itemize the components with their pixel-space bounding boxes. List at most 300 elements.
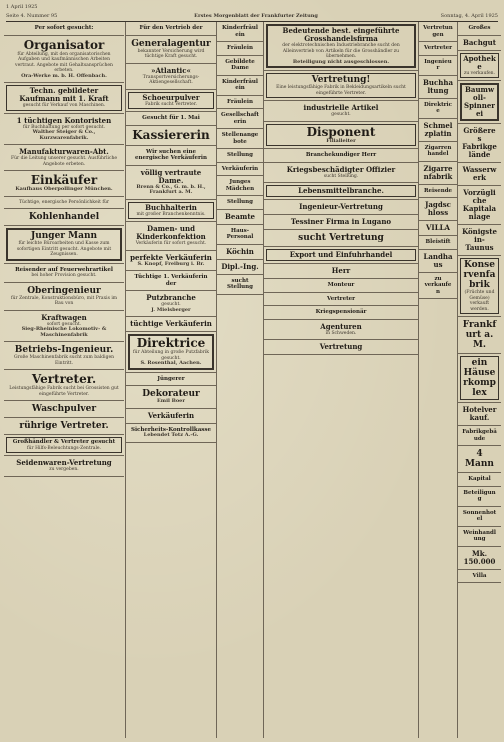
- advertisement: [128, 168, 214, 197]
- ad-headline: Kohlenhandel: [28, 212, 100, 222]
- advertisement: [460, 53, 499, 79]
- ad-body: in Schweden.: [325, 330, 357, 336]
- ad-headline: Beteiligung: [463, 489, 496, 502]
- ad-divider: [264, 319, 418, 320]
- ad-body: zu vergeben.: [49, 467, 79, 472]
- ad-headline: Zigarrenfabrik: [423, 163, 453, 181]
- ad-headline: Reisende: [423, 187, 453, 194]
- advertisement: [6, 85, 122, 111]
- ad-divider: [4, 35, 124, 36]
- advertisement: [460, 24, 499, 33]
- ad-divider: [264, 354, 418, 355]
- ad-headline: Vertretung!: [311, 75, 371, 85]
- advertisement: [6, 266, 122, 280]
- advertisement: [460, 405, 499, 423]
- advertisement: [6, 437, 122, 453]
- ad-headline: Großhändler & Vertreter gesucht: [12, 439, 116, 445]
- ad-divider: [217, 162, 263, 163]
- ad-divider: [126, 408, 216, 409]
- ad-headline: Sonnenhotel: [462, 509, 497, 522]
- ad-headline: Reisender auf Feuerwehrartikel: [15, 266, 113, 273]
- newspaper-title: Erstes Morgenblatt der Frankfurter Zeitung: [194, 13, 318, 19]
- ad-headline: Beamte: [225, 211, 255, 221]
- advertisement: [460, 126, 499, 160]
- ad-headline: VILLA: [426, 223, 450, 232]
- ad-body: der elektrotechnischen Industriebranche sucht den Alleinvertrieb von Artikeln für die Grosshändler zu übernehmen.: [282, 43, 400, 59]
- ad-divider: [126, 35, 216, 36]
- ad-headline: Frankfurt a. M.: [462, 320, 497, 350]
- ad-divider: [126, 145, 216, 146]
- ad-divider: [217, 41, 263, 42]
- advertisement: [6, 199, 122, 207]
- ad-headline: Bleistift: [425, 239, 451, 245]
- ad-headline: Kinderfräulein: [221, 25, 259, 38]
- ad-divider: [458, 582, 501, 583]
- advertisement: [219, 178, 261, 193]
- ad-divider: [458, 353, 501, 354]
- advertisement: [128, 224, 214, 248]
- advertisement: [6, 38, 122, 81]
- ad-headline: Junger Mann: [30, 231, 98, 241]
- ad-headline: Großes: [468, 25, 491, 31]
- ad-headline: Für den Vertrieb der: [139, 25, 203, 31]
- ad-divider: [419, 41, 457, 42]
- ad-divider: [458, 255, 501, 256]
- advertisement: [219, 98, 261, 107]
- ad-headline: Haus-Personal: [226, 227, 254, 240]
- ad-headline: tüchtige Verkäuferin: [130, 319, 212, 328]
- advertisement: [128, 293, 214, 314]
- advertisement: [219, 131, 261, 146]
- ad-headline: Köchin: [226, 246, 254, 256]
- ad-divider: [419, 298, 457, 299]
- ad-divider: [126, 250, 216, 251]
- ad-signature: Emil Boer: [156, 398, 186, 404]
- ad-divider: [126, 316, 216, 317]
- ad-body: für Abteilung in große Putzfabrik gesucht.: [133, 350, 209, 361]
- ad-headline: Baumwoll-Spinnerei: [464, 85, 495, 118]
- ad-divider: [217, 195, 263, 196]
- ad-divider: [217, 175, 263, 176]
- ad-divider: [458, 526, 501, 527]
- ad-divider: [126, 165, 216, 166]
- ad-body: Verkäuferin für sofort gesucht.: [135, 241, 207, 246]
- advertisement: [460, 165, 499, 183]
- ad-divider: [126, 111, 216, 112]
- ad-headline: Königstein-Taunus: [462, 227, 497, 252]
- ad-headline: Schmelzplatin: [423, 120, 453, 138]
- advertisement: [266, 124, 416, 147]
- ad-divider: [126, 125, 216, 126]
- ad-headline: Villa: [472, 572, 487, 579]
- ad-divider: [458, 162, 501, 163]
- ad-headline: Putzbranche: [146, 293, 196, 302]
- ad-headline: Dekorateur: [142, 389, 200, 399]
- advertisement: [421, 252, 455, 270]
- ad-body: sofort gesucht.: [46, 321, 82, 327]
- advertisement: [421, 187, 455, 196]
- ad-headline: Sicherheits-Kontrollkasse: [131, 426, 211, 433]
- ad-divider: [458, 185, 501, 186]
- issue-date: Sonntag, 4. April 1925: [440, 13, 498, 19]
- advertisement: [6, 285, 122, 308]
- ad-divider: [264, 148, 418, 149]
- advertisement: [128, 411, 214, 421]
- ad-divider: [4, 170, 124, 171]
- ad-body: gesucht für Verkauf von Maschinen.: [22, 103, 106, 108]
- ad-divider: [419, 272, 457, 273]
- advertisement: [421, 78, 455, 96]
- advertisement: [219, 78, 261, 93]
- advertisement: [460, 529, 499, 544]
- advertisement: [128, 114, 214, 123]
- ad-headline: Jagdschloss: [425, 200, 451, 217]
- advertisement: [128, 319, 214, 329]
- ad-headline: Schoeurpulver: [142, 92, 200, 102]
- advertisement: [460, 489, 499, 504]
- ad-body: Tüchtige, energische Persönlichkeit für: [18, 199, 110, 205]
- advertisement: [128, 253, 214, 269]
- ad-divider: [419, 55, 457, 56]
- ad-body: für Buchhaltung per sofort gesucht.: [22, 124, 106, 130]
- ad-body: mit großer Branchenkenntnis.: [136, 211, 206, 217]
- ad-divider: [458, 506, 501, 507]
- ad-divider: [419, 75, 457, 76]
- advertisement: [219, 24, 261, 39]
- ad-divider: [4, 417, 124, 418]
- ad-divider: [126, 290, 216, 291]
- ad-body: bei hoher Provision gesucht.: [31, 273, 97, 278]
- column-5: [418, 22, 457, 738]
- advertisement: [421, 275, 455, 297]
- ad-divider: [419, 197, 457, 198]
- advertisement: [460, 428, 499, 443]
- ad-divider: [419, 235, 457, 236]
- ad-divider: [4, 400, 124, 401]
- ad-headline: Herr: [331, 266, 351, 275]
- ad-headline: Disponent: [306, 124, 376, 139]
- advertisement: [460, 475, 499, 484]
- ad-headline: Gesellschafterin: [221, 112, 259, 125]
- ad-headline: Buchhaltung: [423, 77, 453, 95]
- ad-headline: zu verkaufen: [424, 275, 452, 295]
- advertisement: [460, 448, 499, 470]
- advertisement: [460, 572, 499, 581]
- ad-headline: Bachgut: [462, 37, 497, 47]
- ad-divider: [264, 182, 418, 183]
- ad-signature: Brenn & Co., G. m. b. H., Frankfurt a. M.: [136, 183, 206, 195]
- ad-divider: [458, 316, 501, 317]
- ad-headline: Direktrice: [424, 101, 452, 114]
- advertisement: [460, 83, 499, 121]
- ad-headline: industrielle Artikel: [303, 103, 379, 112]
- ad-headline: Verkäuferin: [147, 410, 195, 420]
- advertisement: [128, 375, 214, 384]
- ad-divider: [4, 263, 124, 264]
- ad-divider: [419, 98, 457, 99]
- advertisement: [128, 273, 214, 288]
- ad-body: zu verkaufen.: [463, 70, 496, 76]
- advertisement: [460, 227, 499, 253]
- ad-divider: [264, 305, 418, 306]
- ad-headline: Manufakturwaren-Abt.: [19, 147, 109, 156]
- ad-divider: [419, 249, 457, 250]
- ad-divider: [4, 455, 124, 456]
- advertisement: [266, 165, 416, 181]
- advertisement: [6, 313, 122, 340]
- advertisement: [6, 147, 122, 168]
- advertisement: [6, 458, 122, 474]
- ad-headline: Betriebs-Ingenieur.: [14, 345, 114, 355]
- column-2: [125, 22, 216, 738]
- ad-headline: Tüchtige 1. Verkäuferin der: [134, 274, 208, 287]
- ad-signature: Lebendet Totz A.-G.: [143, 432, 199, 438]
- ad-signature: Ora-Werke m. b. H. Offenbach.: [21, 72, 107, 79]
- advertisement: [219, 111, 261, 126]
- advertisement: [421, 44, 455, 53]
- ad-body: Eine leistungsfähige Fabrik in Bekleidungsartikeln sucht eingeführte Vertreter.: [276, 85, 406, 96]
- advertisement: [219, 198, 261, 207]
- ad-headline: völlig vertraute Dame.: [140, 167, 202, 185]
- ad-divider: [217, 259, 263, 260]
- ad-divider: [458, 445, 501, 446]
- ad-headline: Vertretungen: [423, 25, 453, 38]
- advertisement: [421, 238, 455, 247]
- ad-headline: Waschpulver: [31, 404, 97, 414]
- ad-divider: [4, 476, 124, 477]
- ad-headline: Fräulein: [227, 98, 253, 105]
- ad-divider: [4, 341, 124, 342]
- ad-divider: [458, 35, 501, 36]
- ad-divider: [126, 63, 216, 64]
- ad-divider: [217, 294, 263, 295]
- ad-headline: Stellung: [226, 199, 254, 205]
- ad-headline: Kriegspensionär: [315, 309, 367, 315]
- ad-headline: Stellung: [226, 152, 254, 158]
- ad-signature: S. Rosenthal, Aachen.: [140, 360, 202, 366]
- advertisement: [219, 277, 261, 292]
- ad-headline: Kraftwagen: [41, 312, 87, 322]
- ad-divider: [264, 278, 418, 279]
- ad-headline: Seidenwaren-Vertretung: [16, 458, 112, 467]
- advertisement: [266, 295, 416, 304]
- ad-divider: [264, 162, 418, 163]
- ad-headline: Vertretung: [319, 342, 363, 351]
- ad-body: gesucht.: [331, 112, 351, 117]
- ad-body: Transportversicherungs-Aktiengesellschaft.: [142, 74, 200, 85]
- ad-divider: [419, 220, 457, 221]
- ad-divider: [4, 225, 124, 226]
- ad-headline: Hotelverkauf.: [462, 405, 497, 422]
- advertisement: [421, 223, 455, 233]
- advertisement: [460, 319, 499, 351]
- ad-headline: Direktrice: [136, 336, 206, 350]
- ad-divider: [4, 144, 124, 145]
- advertisement: [266, 151, 416, 160]
- advertisement: [128, 426, 214, 440]
- ad-divider: [126, 270, 216, 271]
- ad-headline: Größeres Fabrikgelände: [462, 126, 497, 159]
- ad-headline: sucht Vertretung: [298, 233, 384, 243]
- ad-headline: Kriegsbeschädigter Offizier: [286, 164, 396, 174]
- page-number: Seite 4. Nummer 95: [6, 13, 58, 19]
- advertisement: [460, 38, 499, 48]
- advertisement: [460, 356, 499, 400]
- ad-signature: S. Knopf, Freiburg i. Br.: [137, 260, 205, 267]
- advertisement: [266, 217, 416, 227]
- ad-headline: Monteur: [327, 282, 355, 288]
- advertisement: [219, 262, 261, 272]
- ad-body: für leichte Büroarbeiten und Kasse zum sofortigen Eintritt gesucht. Angebote mit Zeugnissen.: [16, 241, 112, 257]
- ad-headline: Per sofort gesucht:: [34, 25, 94, 31]
- ad-divider: [264, 246, 418, 247]
- advertisement: [266, 103, 416, 119]
- ad-headline: Kinderfräulein: [221, 78, 259, 91]
- advertisement: [128, 24, 214, 33]
- ad-headline: Kapital: [468, 476, 491, 482]
- ad-divider: [126, 89, 216, 90]
- advertisement: [219, 212, 261, 222]
- ad-divider: [217, 55, 263, 56]
- ad-divider: [217, 95, 263, 96]
- ad-signature: Walther Steiger & Co., Kurzwarenfabrik.: [32, 129, 96, 141]
- ad-body: bekannter Versicherung wird tüchtige Kraft gesucht.: [137, 48, 205, 59]
- advertisement: [266, 232, 416, 244]
- ad-body: (Früchte und Gemüse) verkauft werden.: [464, 290, 495, 312]
- ad-headline: Konservenfabrik: [463, 260, 496, 290]
- ad-body: für Abteilung, mit den organisatorischen Aufgaben und kaufmännischen Arbeiten vertraut. Angebote mit Gehaltsansprüchen erbeten.: [15, 51, 113, 73]
- ad-headline: rührige Vertreter.: [19, 421, 109, 431]
- ad-divider: [126, 442, 216, 443]
- ad-signature: Sieg-Rheinische Lokomotiv- & Maschinenfabrik: [21, 326, 107, 338]
- ad-body: Große Maschinenfabrik sucht zum baldigen Eintritt.: [13, 355, 115, 366]
- ad-divider: [4, 282, 124, 283]
- advertisement: [219, 151, 261, 160]
- ad-headline: »Atlantic«: [151, 65, 191, 75]
- ad-divider: [217, 244, 263, 245]
- ad-headline: Zigarrenhandel: [424, 144, 452, 157]
- ad-headline: Techn. gebildeter Kaufmann mit 1. Kraft: [19, 86, 109, 103]
- ad-headline: Vertreter: [326, 295, 356, 302]
- advertisement: [219, 58, 261, 73]
- ad-divider: [458, 425, 501, 426]
- column-3: [216, 22, 263, 738]
- advertisement: [219, 227, 261, 242]
- ad-headline: Junges Mädchen: [225, 179, 255, 192]
- ad-body: gesucht.: [161, 302, 181, 307]
- ad-body: sucht Stellung.: [323, 173, 359, 179]
- ad-divider: [264, 121, 418, 122]
- advertisement: [128, 334, 214, 370]
- advertisement: [128, 66, 214, 87]
- ad-divider: [458, 546, 501, 547]
- ad-divider: [264, 263, 418, 264]
- ad-headline: 1 tüchtigen Kontoristen: [16, 115, 112, 125]
- ad-divider: [458, 50, 501, 51]
- ad-headline: Landhaus: [423, 251, 453, 269]
- column-1: [4, 22, 124, 738]
- ad-divider: [458, 472, 501, 473]
- ad-body: für Hilfs-Beleuchtungs-Zentrale.: [26, 445, 101, 451]
- advertisement: [6, 116, 122, 143]
- ad-body: für Zentrale, Konstruktionsbüro, mit Praxis im Bau von: [10, 295, 118, 306]
- column-6: [457, 22, 501, 738]
- advertisement: [266, 249, 416, 261]
- advertisement: [460, 258, 499, 314]
- ad-divider: [126, 199, 216, 200]
- ad-divider: [458, 486, 501, 487]
- ad-headline: Bedeutende best. eingeführte Grosshandelsfirma: [282, 26, 400, 43]
- ad-signature: Filialleiter: [326, 137, 356, 144]
- ad-divider: [419, 161, 457, 162]
- ad-headline: Oberingenieur: [27, 285, 101, 296]
- advertisement: [266, 202, 416, 212]
- ad-headline: 4 Mann: [465, 449, 494, 469]
- ad-headline: Apotheke: [463, 53, 496, 71]
- advertisement: [6, 173, 122, 194]
- ad-divider: [264, 229, 418, 230]
- ad-headline: Agenturen: [320, 321, 362, 331]
- advertisement: [6, 403, 122, 415]
- advertisement: [219, 165, 261, 174]
- advertisement: [266, 24, 416, 68]
- advertisement: [266, 185, 416, 197]
- advertisement: [266, 281, 416, 290]
- ad-headline: Mk. 150.000: [463, 548, 496, 566]
- advertisement: [128, 202, 214, 220]
- ad-headline: Verkäuferin: [221, 165, 259, 172]
- ad-headline: Einkäufer: [30, 173, 98, 187]
- ad-body: Leistungsfähige Fabrik sucht bei Grossisten gut eingeführte Vertreter.: [9, 386, 119, 397]
- ad-headline: Wir suchen eine energische Verkäuferin: [134, 148, 208, 161]
- ad-signature: J. Mielsberger: [151, 306, 191, 313]
- ad-divider: [4, 369, 124, 370]
- advertisement: [421, 24, 455, 39]
- advertisement: [421, 200, 455, 218]
- ad-headline: Dipl.-Ing.: [221, 261, 259, 271]
- advertisement: [6, 344, 122, 367]
- advertisement: [128, 128, 214, 143]
- ad-headline: Export und Einfuhrhandel: [289, 250, 393, 259]
- ad-headline: Vertreter.: [31, 372, 97, 386]
- ad-divider: [264, 199, 418, 200]
- ad-headline: perfekte Verkäuferin: [130, 252, 212, 262]
- ad-divider: [4, 113, 124, 114]
- ad-divider: [4, 82, 124, 83]
- advertisement: [460, 509, 499, 524]
- advertisement: [266, 73, 416, 98]
- ad-signature: Beteiligung nicht ausgeschlossen.: [292, 58, 390, 65]
- ad-divider: [458, 569, 501, 570]
- ad-divider: [217, 108, 263, 109]
- advertisement: [6, 24, 122, 33]
- ad-divider: [458, 80, 501, 81]
- ad-signature: Kaufhaus Oberpollinger München.: [15, 186, 113, 192]
- ad-divider: [458, 224, 501, 225]
- ad-headline: Stellenangebote: [221, 132, 259, 145]
- advertisement: [6, 372, 122, 398]
- advertisement: [266, 308, 416, 317]
- ad-headline: Ingenieur-Vertretung: [299, 202, 383, 211]
- ad-headline: Gesucht für 1. Mai: [142, 115, 200, 121]
- ad-divider: [458, 402, 501, 403]
- ad-headline: Weinhandlung: [463, 529, 496, 542]
- ad-headline: sucht Stellung: [226, 277, 254, 290]
- advertisement: [460, 188, 499, 222]
- ad-headline: Wasserwerk: [462, 165, 497, 182]
- advertisement: [128, 38, 214, 61]
- ad-divider: [217, 209, 263, 210]
